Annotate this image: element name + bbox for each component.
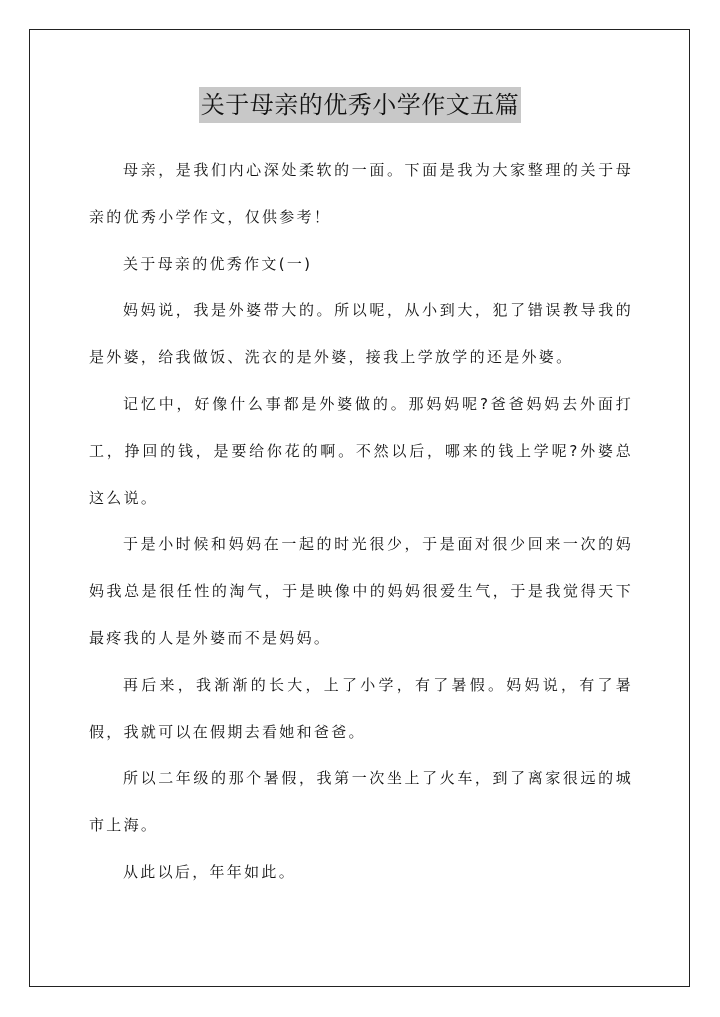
paragraph: 从此以后，年年如此。: [123, 862, 297, 881]
title-wrapper: [0, 87, 720, 123]
document-body: [89, 147, 633, 896]
paragraph: 再后来，我渐渐的长大，上了小学，有了暑假。妈妈说，有了暑假，我就可以在假期去看她和爸爸。: [89, 675, 633, 741]
paragraph: 记忆中，好像什么事都是外婆做的。那妈妈呢?爸爸妈妈去外面打工，挣回的钱，是要给你花的啊。不然以后，哪来的钱上学呢?外婆总这么说。: [89, 394, 633, 507]
paragraph: 于是小时候和妈妈在一起的时光很少，于是面对很少回来一次的妈妈我总是很任性的淘气，于是映像中的妈妈很爱生气，于是我觉得天下最疼我的人是外婆而不是妈妈。: [89, 535, 633, 647]
paragraph: 妈妈说，我是外婆带大的。所以呢，从小到大，犯了错误教导我的是外婆，给我做饭、洗衣的是外婆，接我上学放学的还是外婆。: [89, 301, 633, 367]
section-heading: 关于母亲的优秀作文(一): [123, 254, 313, 273]
paragraph-intro: 母亲，是我们内心深处柔软的一面。下面是我为大家整理的关于母亲的优秀小学作文，仅供参考！: [89, 161, 633, 226]
paragraph: 所以二年级的那个暑假，我第一次坐上了火车，到了离家很远的城市上海。: [89, 769, 633, 835]
document-title: 关于母亲的优秀小学作文五篇: [199, 87, 522, 123]
